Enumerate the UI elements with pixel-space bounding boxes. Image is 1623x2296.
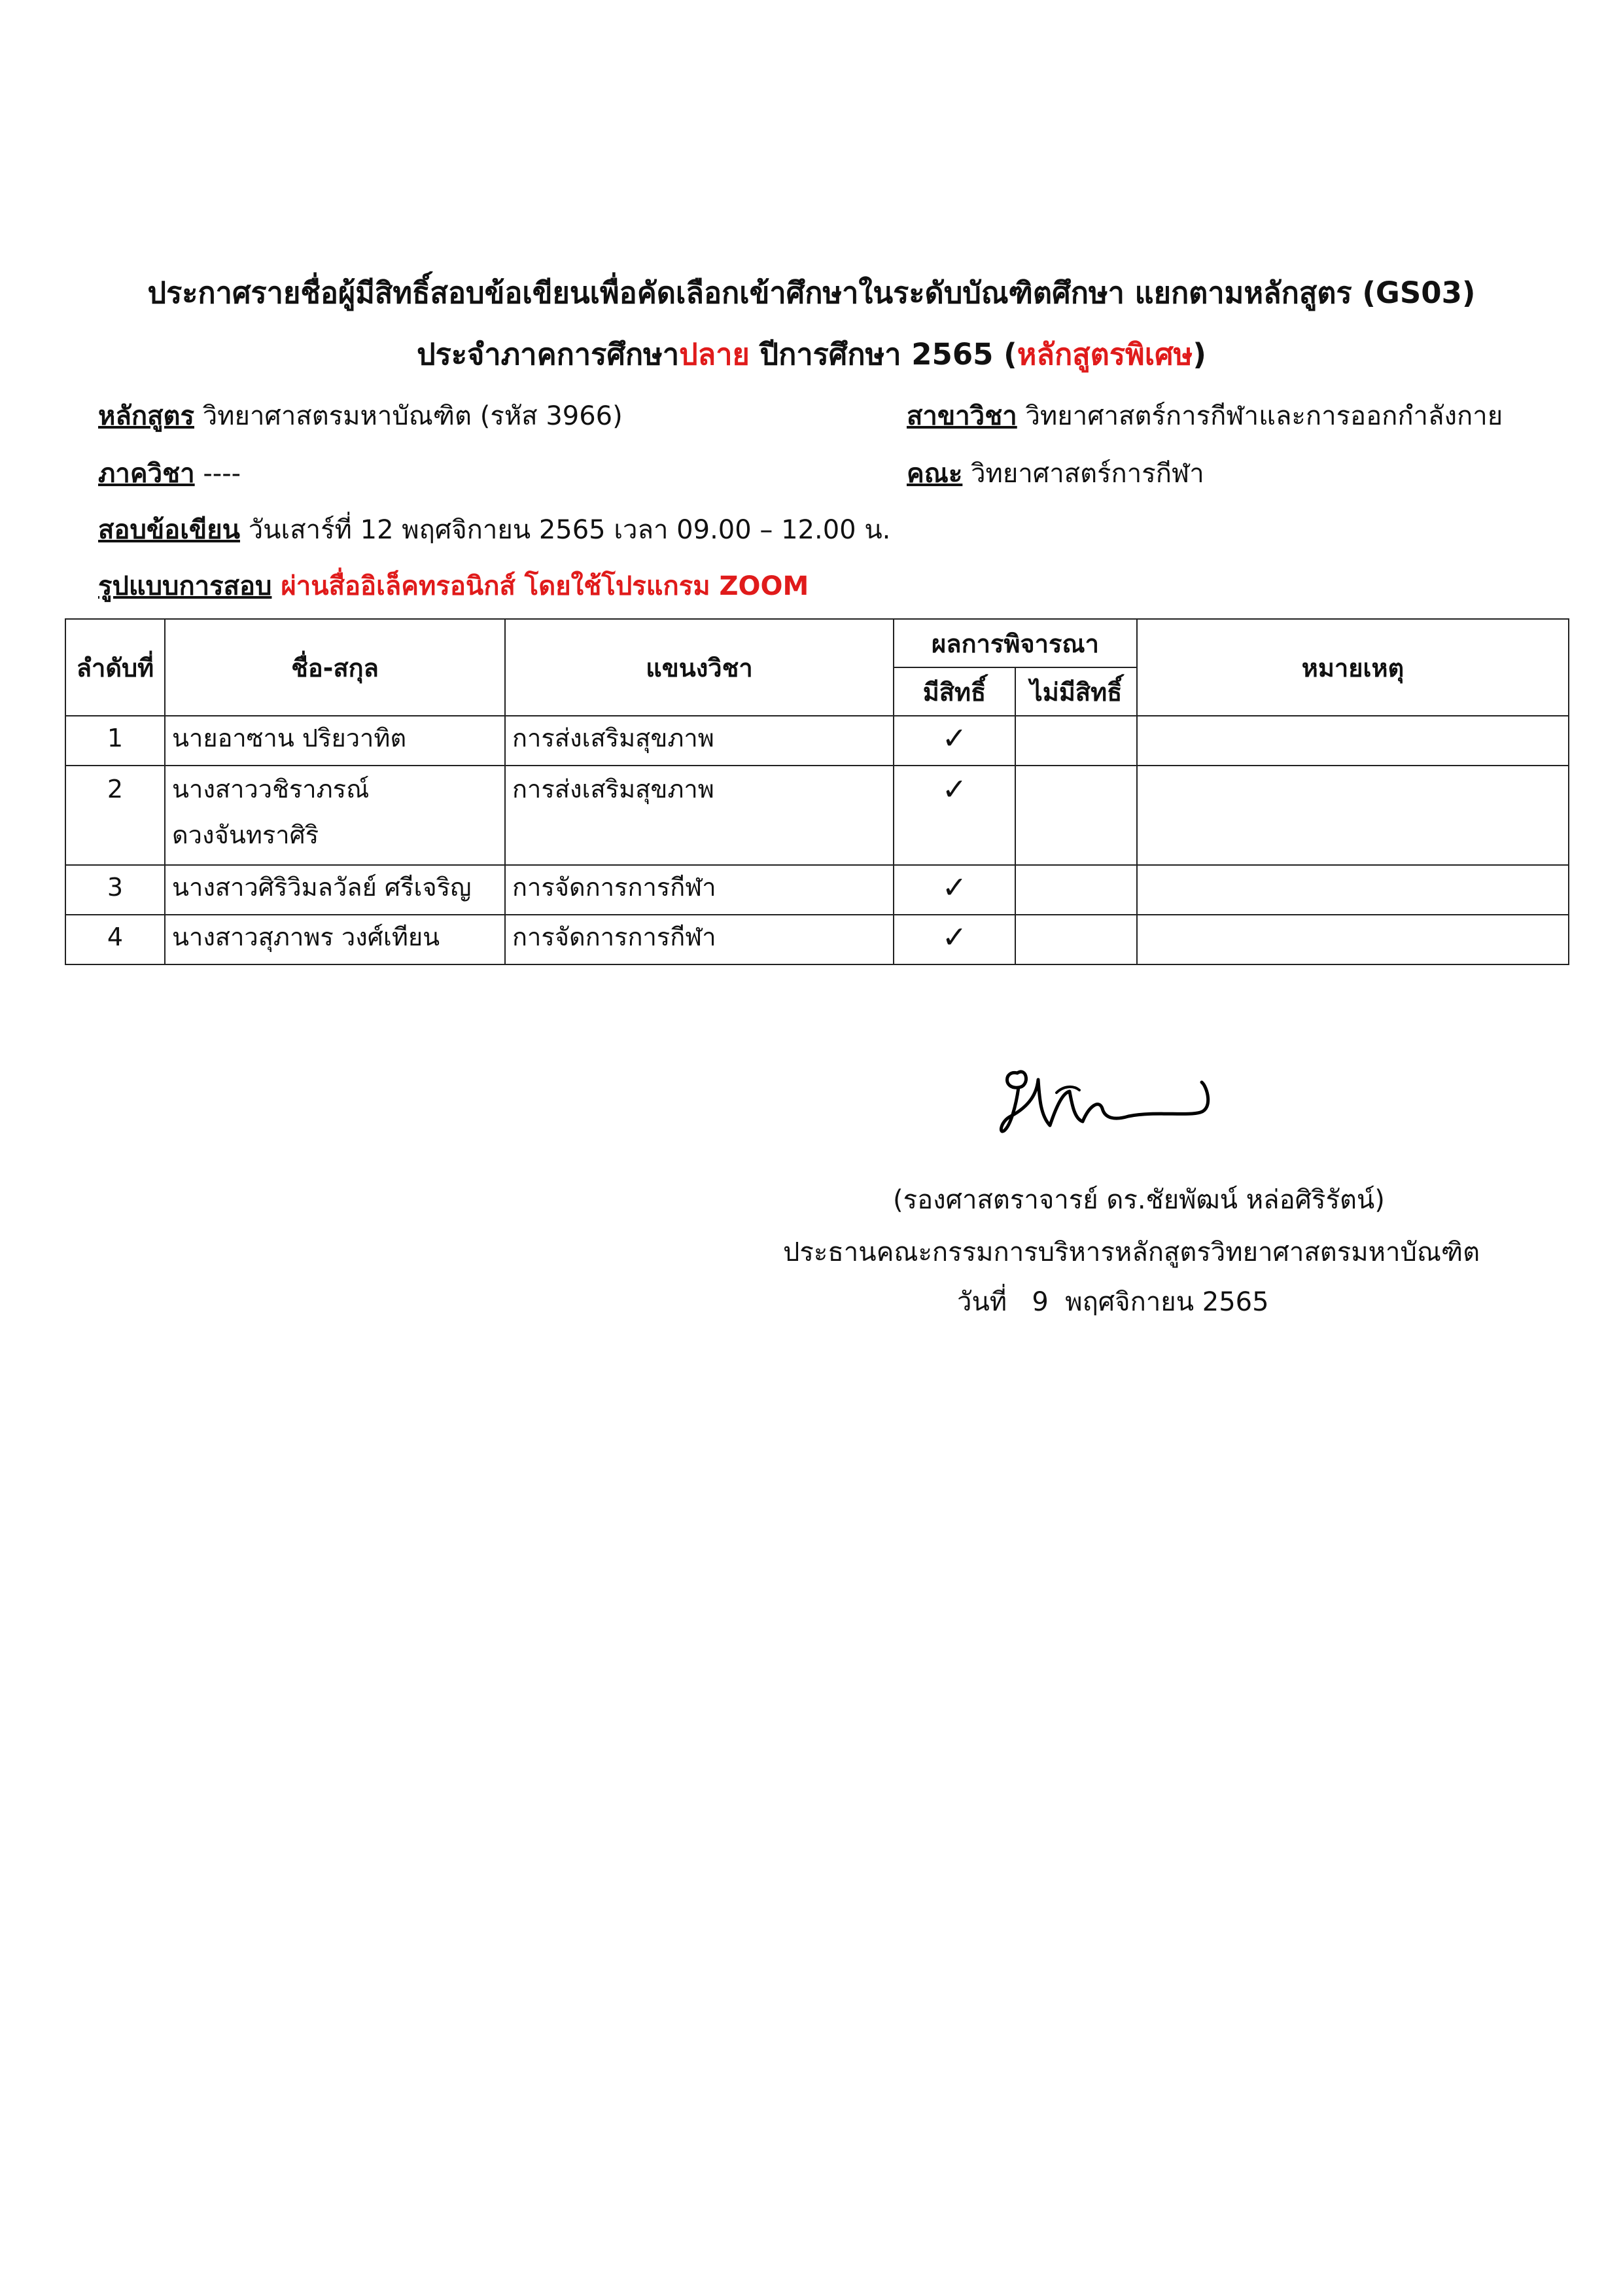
major-label: สาขาวิชา xyxy=(907,401,1017,431)
row-not-eligible xyxy=(1015,716,1137,766)
announcement-subtitle xyxy=(0,335,1623,374)
row-name-first: นางสาววชิราภรณ์ xyxy=(172,775,370,804)
header-remarks: หมายเหตุ xyxy=(1137,619,1569,716)
table-row xyxy=(65,766,1569,865)
exam-line xyxy=(98,512,890,548)
candidates-table xyxy=(65,618,1569,965)
row-name xyxy=(165,766,505,865)
program-value: วิทยาศาสตรมหาบัณฑิต (รหัส 3966) xyxy=(194,401,623,431)
row-name: นายอาซาน ปริยวาทิต xyxy=(165,716,505,766)
row-no: 2 xyxy=(65,766,165,865)
row-field: การจัดการการกีฬา xyxy=(505,915,894,964)
table-row xyxy=(65,865,1569,915)
row-name: นางสาวสุภาพร วงศ์เทียน xyxy=(165,915,505,964)
header-field: แขนงวิชา xyxy=(505,619,894,716)
special-program-highlight: หลักสูตรพิเศษ xyxy=(1017,337,1193,372)
row-eligible-check: ✓ xyxy=(894,865,1015,915)
semester-highlight: ปลาย xyxy=(679,337,750,372)
table-row xyxy=(65,716,1569,766)
header-not-eligible: ไม่มีสิทธิ์ xyxy=(1015,667,1137,716)
major-value: วิทยาศาสตร์การกีฬาและการออกกำลังกาย xyxy=(1017,401,1503,431)
row-name: นางสาวศิริวิมลวัลย์ ศรีเจริญ xyxy=(165,865,505,915)
row-eligible-check: ✓ xyxy=(894,915,1015,964)
exam-value: วันเสาร์ที่ 12 พฤศจิกายน 2565 เวลา 09.00 – 12.00 น. xyxy=(240,515,891,545)
row-remarks xyxy=(1137,865,1569,915)
row-eligible-check: ✓ xyxy=(894,766,1015,865)
signature-date: วันที่ 9 พฤศจิกายน 2565 xyxy=(957,1287,1269,1317)
format-value: ผ่านสื่ออิเล็คทรอนิกส์ โดยใช้โปรแกรม ZOOM xyxy=(271,571,809,601)
row-name-last: ดวงจันทราศิริ xyxy=(172,821,319,849)
table-row xyxy=(65,915,1569,964)
row-eligible-check: ✓ xyxy=(894,716,1015,766)
row-no: 1 xyxy=(65,716,165,766)
row-not-eligible xyxy=(1015,865,1137,915)
department-label: ภาควิชา xyxy=(98,459,195,489)
department-line xyxy=(98,455,241,492)
announcement-title: ประกาศรายชื่อผู้มีสิทธิ์สอบข้อเขียนเพื่อคัดเลือกเข้าศึกษาในระดับบัณฑิตศึกษา แยกตามหลักสูตร (GS03) xyxy=(147,275,1476,310)
major-line xyxy=(907,398,1503,434)
format-label: รูปแบบการสอบ xyxy=(98,571,272,601)
subtitle-part2: ปีการศึกษา 2565 ( xyxy=(749,337,1017,372)
program-label: หลักสูตร xyxy=(98,401,194,431)
header-no: ลำดับที่ xyxy=(65,619,165,716)
signer-name: (รองศาสตราจารย์ ดร.ชัยพัฒน์ หล่อศิริรัตน์) xyxy=(893,1185,1385,1215)
header-result: ผลการพิจารณา xyxy=(894,619,1137,667)
department-value: ---- xyxy=(194,459,241,489)
row-not-eligible xyxy=(1015,766,1137,865)
faculty-line xyxy=(907,455,1204,492)
row-remarks xyxy=(1137,766,1569,865)
row-field: การส่งเสริมสุขภาพ xyxy=(505,766,894,865)
row-no: 3 xyxy=(65,865,165,915)
row-not-eligible xyxy=(1015,915,1137,964)
format-line xyxy=(98,568,809,605)
header-name: ชื่อ-สกุล xyxy=(165,619,505,716)
exam-label: สอบข้อเขียน xyxy=(98,515,240,545)
header-eligible: มีสิทธิ์ xyxy=(894,667,1015,716)
row-field: การส่งเสริมสุขภาพ xyxy=(505,716,894,766)
subtitle-part3: ) xyxy=(1193,337,1206,372)
signer-position: ประธานคณะกรรมการบริหารหลักสูตรวิทยาศาสตรมหาบัณฑิต xyxy=(783,1237,1480,1267)
faculty-label: คณะ xyxy=(907,459,963,489)
row-field: การจัดการการกีฬา xyxy=(505,865,894,915)
row-remarks xyxy=(1137,716,1569,766)
subtitle-part1: ประจำภาคการศึกษา xyxy=(417,337,680,372)
program-line xyxy=(98,398,623,434)
row-remarks xyxy=(1137,915,1569,964)
faculty-value: วิทยาศาสตร์การกีฬา xyxy=(962,459,1204,489)
handwritten-signature xyxy=(991,1053,1240,1152)
row-no: 4 xyxy=(65,915,165,964)
